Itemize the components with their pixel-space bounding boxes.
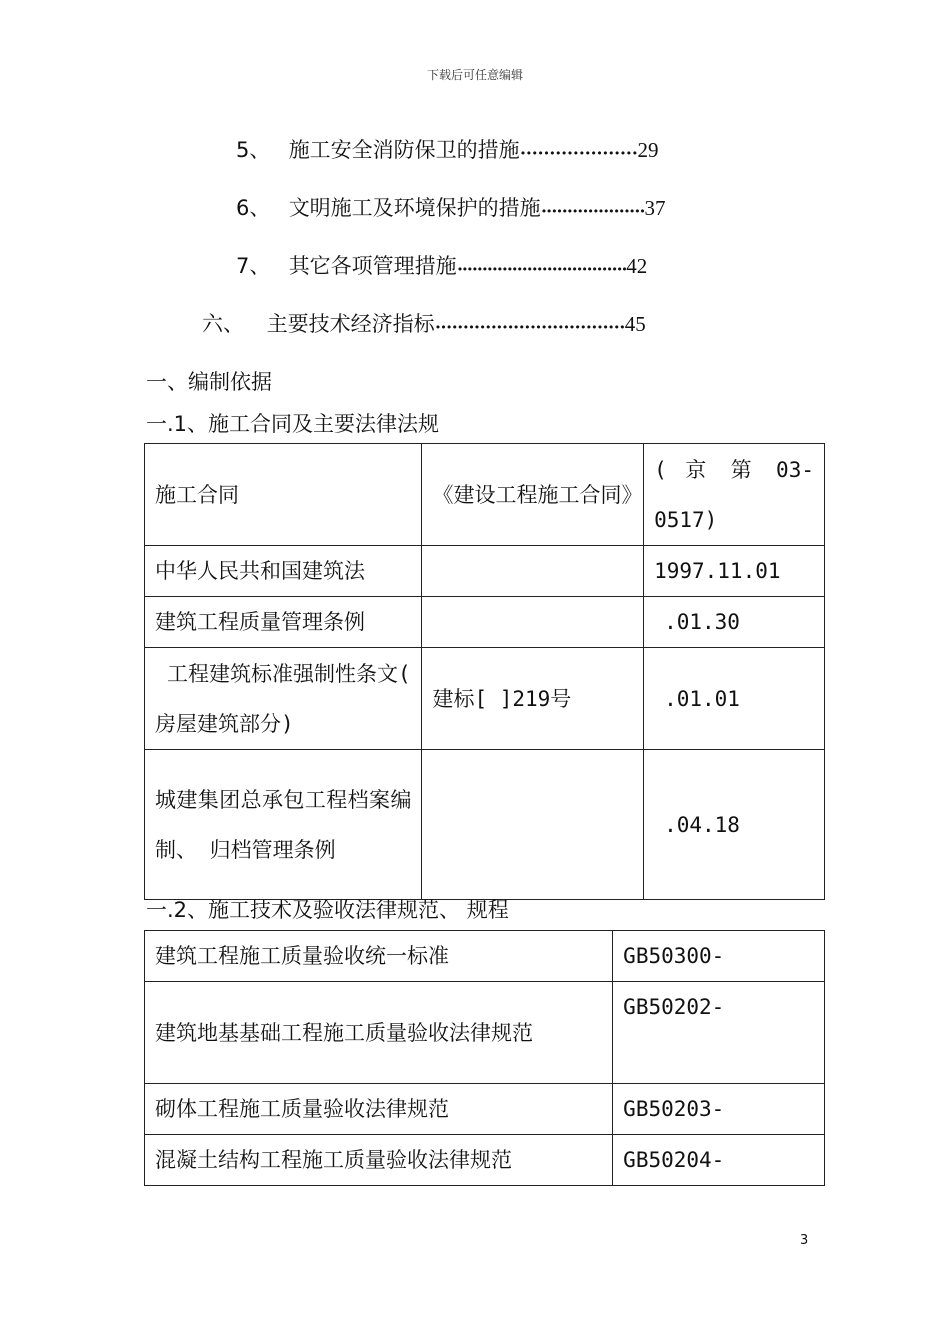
toc-page-number: 42 — [626, 254, 648, 278]
table-cell: 建筑工程质量管理条例 — [145, 597, 422, 648]
table-cell: GB50204- — [613, 1135, 825, 1186]
table-row — [145, 931, 825, 982]
table-cell: 城建集团总承包工程档案编制、 归档管理条例 — [145, 750, 422, 900]
table-cell: 混凝土结构工程施工质量验收法律规范 — [145, 1135, 613, 1186]
table-row — [145, 1084, 825, 1135]
toc-title: 其它各项管理措施 — [288, 254, 457, 278]
table-cell: 工程建筑标准强制性条文( 房屋建筑部分) — [145, 648, 422, 750]
table-cell: ( 京 第 03-0517) — [644, 444, 825, 546]
table-cell: 砌体工程施工质量验收法律规范 — [145, 1084, 613, 1135]
table-cell: 建标[ ]219号 — [422, 648, 644, 750]
toc-leader: •••••••••••••••••••••••••••••••••• — [434, 321, 625, 334]
table-row — [145, 597, 825, 648]
page-number: 3 — [800, 1233, 809, 1248]
toc-number: 6、 — [236, 196, 271, 220]
toc-number: 5、 — [236, 138, 271, 162]
toc-number: 7、 — [236, 254, 271, 278]
toc-leader: •••••••••••••••••••••••••••••••••• — [456, 263, 627, 276]
table-row — [145, 750, 825, 900]
table-row — [145, 546, 825, 597]
table-cell: 中华人民共和国建筑法 — [145, 546, 422, 597]
section-heading: 一、编制依据 — [146, 370, 272, 394]
toc-entry[interactable] — [202, 310, 646, 342]
laws-table — [144, 443, 825, 900]
table-cell: 《建设工程施工合同》 — [422, 444, 644, 546]
table-cell: 1997.11.01 — [644, 546, 825, 597]
table-cell: .01.30 — [644, 597, 825, 648]
table-row — [145, 444, 825, 546]
table-cell: .01.01 — [644, 648, 825, 750]
table-cell — [422, 546, 644, 597]
toc-entry[interactable] — [236, 252, 647, 284]
standards-table — [144, 930, 825, 1186]
table-cell: 施工合同 — [145, 444, 422, 546]
toc-number: 六、 — [202, 312, 244, 336]
table-cell: .04.18 — [644, 750, 825, 900]
toc-page-number: 37 — [644, 196, 666, 220]
toc-entry[interactable] — [236, 194, 665, 226]
table-row — [145, 982, 825, 1084]
toc-title: 主要技术经济指标 — [266, 312, 435, 336]
toc-title: 文明施工及环境保护的措施 — [288, 196, 541, 220]
table-cell: GB50203- — [613, 1084, 825, 1135]
toc-leader: •••••••••••••••••••• — [540, 205, 645, 218]
subsection-heading: 一.1、施工合同及主要法律法规 — [146, 412, 440, 436]
table-cell: 建筑地基基础工程施工质量验收法律规范 — [145, 982, 613, 1084]
toc-page-number: 45 — [624, 312, 646, 336]
table-cell: GB50202- — [613, 982, 825, 1084]
toc-title: 施工安全消防保卫的措施 — [288, 138, 520, 162]
table-row — [145, 1135, 825, 1186]
table-row — [145, 648, 825, 750]
toc-leader: •••••••••••••••••••• — [519, 147, 638, 160]
table-cell — [422, 750, 644, 900]
table-cell: 建筑工程施工质量验收统一标准 — [145, 931, 613, 982]
toc-page-number: 29 — [637, 138, 659, 162]
page-header: 下载后可任意编辑 — [426, 68, 523, 82]
subsection-heading: 一.2、施工技术及验收法律规范、 规程 — [146, 898, 509, 922]
table-cell: GB50300- — [613, 931, 825, 982]
toc-entry[interactable] — [236, 136, 658, 168]
table-cell — [422, 597, 644, 648]
